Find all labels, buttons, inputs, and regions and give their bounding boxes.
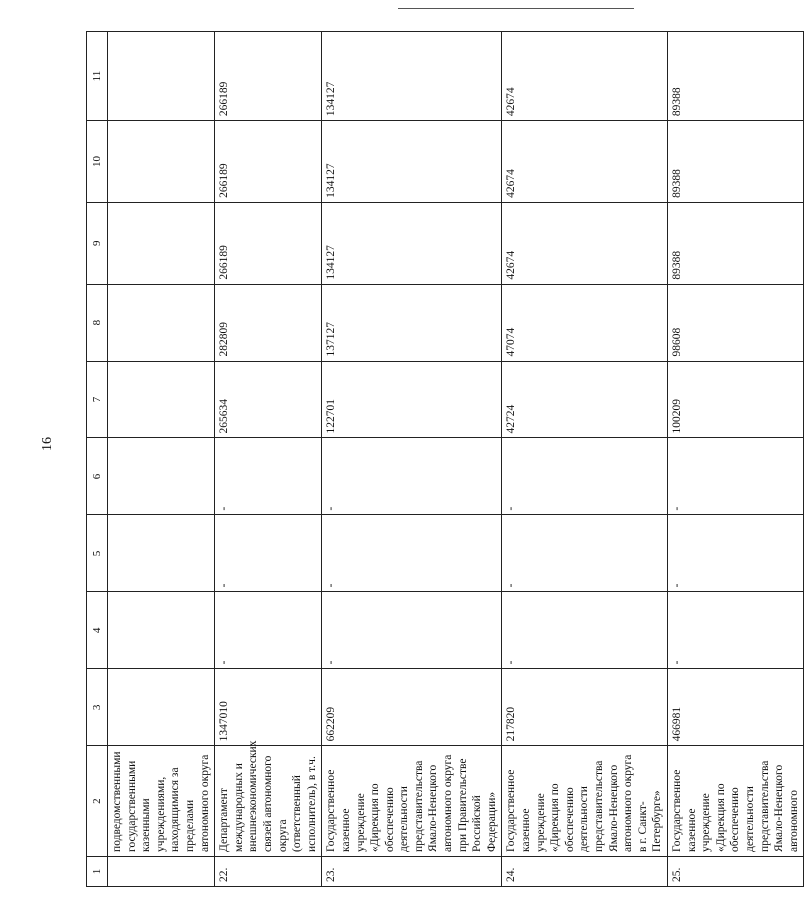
cell-col7: 122701 [322,361,502,438]
row-name: подведомственными государственными казенными учреждениями, находящимися за пределами автономного округа [108,746,215,857]
cell-col8: 282809 [215,284,322,361]
cell-col10: 134127 [322,121,502,203]
cell-col8: 47074 [502,284,668,361]
column-header: 8 [87,284,108,361]
cell-col9: 89388 [667,202,803,284]
column-header: 6 [87,438,108,515]
column-number-row [87,32,108,887]
cell-col8 [108,284,215,361]
top-rule [398,8,634,9]
row-name: Государственное казенное учреждение «Дирекция по обеспечению деятельности представительства Ямало-Ненецкого автономного округа в г. Санкт-Петербурге» [502,746,668,857]
cell-col3: 217820 [502,669,668,746]
row-name: Государственное казенное учреждение «Дирекция по обеспечению деятельности представительства Ямало-Ненецкого автономного [667,746,803,857]
row-number [108,856,215,886]
cell-col6: - [502,438,668,515]
table-row [215,32,322,887]
column-header: 4 [87,592,108,669]
table-row [108,32,215,887]
cell-col5 [108,515,215,592]
cell-col6: - [667,438,803,515]
cell-col11: 42674 [502,32,668,121]
cell-col6: - [322,438,502,515]
row-name: Департамент международных и внешнеэкономических связей автономного округа (ответственный исполнитель), в т.ч. [215,746,322,857]
cell-col4: - [502,592,668,669]
cell-col9 [108,202,215,284]
column-header: 3 [87,669,108,746]
cell-col10: 42674 [502,121,668,203]
column-header: 7 [87,361,108,438]
cell-col7: 265634 [215,361,322,438]
cell-col8: 98608 [667,284,803,361]
row-name: Государственное казенное учреждение «Дирекция по обеспечению деятельности представительства Ямало-Ненецкого автономного округа при Правительстве Российской Федерации» [322,746,502,857]
rotated-table-container [86,31,800,887]
cell-col7: 42724 [502,361,668,438]
cell-col4 [108,592,215,669]
cell-col5: - [502,515,668,592]
cell-col11 [108,32,215,121]
table-row [502,32,668,887]
cell-col6: - [215,438,322,515]
cell-col7 [108,361,215,438]
cell-col7: 100209 [667,361,803,438]
cell-col3: 466981 [667,669,803,746]
cell-col9: 134127 [322,202,502,284]
row-number: 23. [322,856,502,886]
budget-table [86,31,804,887]
column-header: 11 [87,32,108,121]
page-number: 16 [40,437,55,451]
column-header: 5 [87,515,108,592]
cell-col8: 137127 [322,284,502,361]
cell-col10: 266189 [215,121,322,203]
table-row [667,32,803,887]
cell-col4: - [322,592,502,669]
column-header: 1 [87,856,108,886]
cell-col3: 1347010 [215,669,322,746]
row-number: 22. [215,856,322,886]
cell-col5: - [215,515,322,592]
cell-col6 [108,438,215,515]
cell-col4: - [215,592,322,669]
column-header: 2 [87,746,108,857]
cell-col9: 266189 [215,202,322,284]
cell-col5: - [322,515,502,592]
cell-col10: 89388 [667,121,803,203]
cell-col10 [108,121,215,203]
table-row [322,32,502,887]
column-header: 10 [87,121,108,203]
cell-col3: 662209 [322,669,502,746]
row-number: 24. [502,856,668,886]
cell-col3 [108,669,215,746]
row-number: 25. [667,856,803,886]
cell-col9: 42674 [502,202,668,284]
cell-col4: - [667,592,803,669]
cell-col11: 266189 [215,32,322,121]
column-header: 9 [87,202,108,284]
cell-col5: - [667,515,803,592]
cell-col11: 134127 [322,32,502,121]
cell-col11: 89388 [667,32,803,121]
